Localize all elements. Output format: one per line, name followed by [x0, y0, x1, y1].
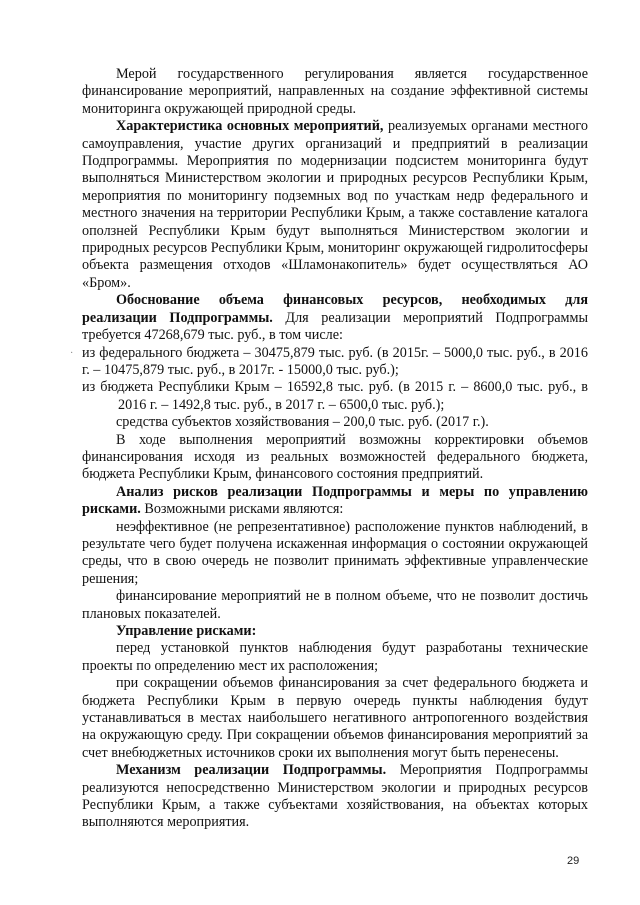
risk-analysis-text: Возможными рисками являются: [140, 501, 344, 518]
main-activities-text: реализуемых органами местного самоуправления, участие других организаций и предприятий в реализации Подпрограммы. Мероприятия по модернизации подсистем мониторинга будут выполняться Министерством экологии и природных ресурсов Республики Крым, мероприятия по мониторингу подземных вод по участкам недр федерального и местного значения на территории Республики Крым, а также составление каталога оползней Республики Крым будут выполняться Министерством экологии и природных ресурсов Республики Крым, мониторинг окружающей гидролитосферы объекта размещения отходов «Шламонакопитель» будет осуществляться АО «Бром». [82, 118, 588, 291]
heading-risk-management: Управление рисками: [116, 623, 257, 639]
paragraph-business-funds: средства субъектов хозяйствования – 200,0 тыс. руб. (2017 г.). [116, 414, 489, 431]
financing-justification-text: Для реализации мероприятий Подпрограммы требуется 47268,679 тыс. руб., в том числе: [82, 309, 588, 344]
heading-main-activities: Характеристика основных мероприятий, [116, 118, 384, 135]
mechanism-text: Мероприятия Подпрограммы реализуются непосредственно Министерством экологии и природных ресурсов Республики Крым, а также субъектами хозяйствования, на объектах которых выполняются мероприятия. [82, 762, 588, 831]
paragraph-risk-funding: финансирование мероприятий не в полном объеме, что не позволит достичь плановых показателей. [82, 588, 588, 622]
heading-risk-analysis: Анализ рисков реализации Подпрограммы и меры по управлению рисками. [82, 483, 588, 518]
heading-mechanism: Механизм реализации Подпрограммы. [116, 762, 387, 779]
paragraph-mechanism [82, 762, 588, 832]
paragraph-federal-budget: из федерального бюджета – 30475,879 тыс. руб. (в 2015г. – 5000,0 тыс. руб., в 2016 г. – 10475,879 тыс. руб., в 2017г. - 15000,0 тыс. руб.); [82, 344, 588, 378]
paragraph-financing-justification [82, 292, 588, 344]
page-number: 29 [567, 855, 580, 867]
scan-mark-icon: · [70, 348, 74, 359]
paragraph-risk-placement: неэффективное (не репрезентативное) расположение пунктов наблюдений, в результате чего будет получена искаженная информация о состоянии окружающей среды, что в свою очередь не позволит принимать эффективные управленческие решения; [82, 518, 588, 587]
paragraph-risk-management-heading [82, 623, 588, 640]
paragraph-risk-analysis [82, 484, 588, 519]
paragraph-funding-reduction: при сокращении объемов финансирования за счет федерального бюджета и бюджета Республики Крым в первую очередь пункты наблюдения будут устанавливаться в местах наибольшего негативного антропогенного воздействия на окружающую среду. При сокращении объемов финансирования мероприятий за счет внебюджетных источников сроки их выполнения могут быть перенесены. [82, 675, 588, 761]
body-text [82, 66, 588, 832]
paragraph-regulation: Мерой государственного регулирования является государственное финансирование мероприятий, направленных на создание эффективной системы мониторинга окружающей природной среды. [82, 66, 588, 117]
paragraph-main-activities [82, 118, 588, 292]
paragraph-technical-projects: перед установкой пунктов наблюдения будут разработаны технические проекты по определению мест их расположения; [82, 640, 588, 674]
heading-financing-justification: Обоснование объема финансовых ресурсов, необходимых для реализации Подпрограммы. [82, 292, 588, 326]
paragraph-crimea-budget: из бюджета Республики Крым – 16592,8 тыс. руб. (в 2015 г. – 8600,0 тыс. руб., в 2016 г. – 1492,8 тыс. руб., в 2017 г. – 6500,0 тыс. руб.); [82, 379, 588, 413]
paragraph-adjustments: В ходе выполнения мероприятий возможны корректировки объемов финансирования исходя из реальных возможностей федерального бюджета, бюджета Республики Крым, финансового состояния предприятий. [82, 431, 588, 483]
